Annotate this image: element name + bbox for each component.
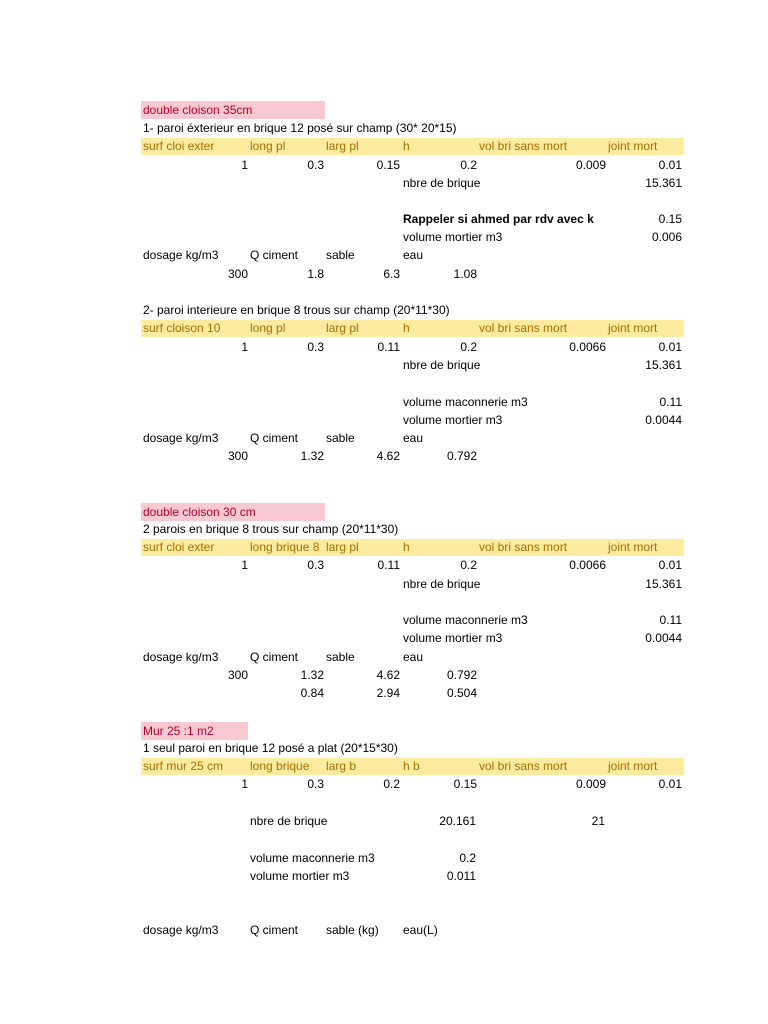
header-cell: surf cloi exter <box>143 540 215 554</box>
value-cell: 0.0066 <box>569 340 606 354</box>
value-cell: 0.009 <box>575 777 606 791</box>
header-cell: larg pl <box>326 321 359 335</box>
vm-value: 0.006 <box>651 230 682 244</box>
header-cell: larg pl <box>326 139 359 153</box>
dosage-header-row <box>141 430 684 447</box>
value-cell: 0.2 <box>460 340 477 354</box>
dosage-value: 1.32 <box>300 449 324 463</box>
vm-label: volume mortier m3 <box>250 869 350 883</box>
section-title: Mur 25 :1 m2 <box>141 722 248 740</box>
dosage-value-row <box>141 266 684 283</box>
nbre-rounded: 21 <box>591 814 605 828</box>
value-cell: 0.2 <box>460 158 477 172</box>
dosage-header: dosage kg/m3 <box>143 650 219 664</box>
value-cell: 0.11 <box>377 558 400 572</box>
dosage-value: 1.8 <box>307 267 324 281</box>
nbre-value: 15.361 <box>645 577 682 591</box>
dosage-value: 300 <box>227 668 248 682</box>
section-desc: 1- paroi éxterieur en brique 12 posé sur champ (30* 20*15) <box>143 121 457 135</box>
header-cell: surf cloi exter <box>143 139 215 153</box>
vmac-label: volume maconnerie m3 <box>250 851 375 865</box>
value-cell: 0.15 <box>376 158 400 172</box>
dosage-value: 0.792 <box>446 449 477 463</box>
header-cell: long brique 8 <box>250 540 320 554</box>
dosage-header-row <box>141 649 684 666</box>
value-cell: 1 <box>241 777 248 791</box>
dosage-header: sable <box>326 650 355 664</box>
nbre-label: nbre de brique <box>403 176 481 190</box>
dosage-header: eau <box>403 431 424 445</box>
dosage-header: eau <box>403 248 424 262</box>
dosage-value-row <box>141 667 684 684</box>
value-row <box>141 339 684 356</box>
header-cell: vol bri sans mort <box>479 759 568 773</box>
header-cell: joint mort <box>608 321 658 335</box>
dosage-header: Q ciment <box>250 248 299 262</box>
header-cell: joint mort <box>608 540 658 554</box>
dosage-value: 6.3 <box>383 267 400 281</box>
vmac-value: 0.11 <box>659 613 682 627</box>
vmac-label: volume maconnerie m3 <box>403 395 528 409</box>
nbre-value: 15.361 <box>645 176 682 190</box>
dosage-value-row <box>141 685 684 702</box>
dosage-header: dosage kg/m3 <box>143 431 219 445</box>
dosage-header: sable (kg) <box>326 923 379 937</box>
nbre-value: 20.161 <box>439 814 476 828</box>
section-desc: 1 seul paroi en brique 12 posé a plat (20*15*30) <box>143 741 398 755</box>
dosage-header: Q ciment <box>250 923 299 937</box>
vmac-value: 0.11 <box>659 395 682 409</box>
vmac-value: 0.2 <box>459 851 476 865</box>
value-cell: 0.3 <box>307 777 324 791</box>
value-cell: 0.01 <box>658 558 682 572</box>
header-cell: surf cloison 10 <box>143 321 221 335</box>
dosage-header: sable <box>326 248 355 262</box>
header-row <box>141 138 684 155</box>
value-cell: 0.2 <box>383 777 400 791</box>
vm-label: volume mortier m3 <box>403 230 503 244</box>
vm-value: 0.011 <box>446 869 476 883</box>
nbre-value: 15.361 <box>645 358 682 372</box>
vm-label: volume mortier m3 <box>403 413 503 427</box>
value-cell: 0.0066 <box>569 558 606 572</box>
header-row <box>141 758 684 775</box>
dosage-value: 1.08 <box>453 267 477 281</box>
dosage-header-row <box>141 922 684 939</box>
value-row <box>141 157 684 174</box>
value-row <box>141 776 684 793</box>
value-cell: 0.3 <box>307 558 324 572</box>
header-cell: long pl <box>250 321 286 335</box>
section-title: double cloison 35cm <box>141 101 325 119</box>
nbre-label: nbre de brique <box>250 814 328 828</box>
dosage-header: dosage kg/m3 <box>143 248 219 262</box>
value-cell: 0.3 <box>307 158 324 172</box>
value-cell: 0.01 <box>658 158 682 172</box>
vm-value: 0.0044 <box>645 631 682 645</box>
header-cell: h <box>403 139 410 153</box>
header-cell: joint mort <box>608 759 658 773</box>
value-cell: 1 <box>241 158 248 172</box>
value-cell: 1 <box>241 340 248 354</box>
header-cell: larg b <box>326 759 357 773</box>
dosage-value: 2.94 <box>376 686 400 700</box>
section-title: double cloison 30 cm <box>141 503 325 521</box>
header-row <box>141 539 684 556</box>
vmac-label: volume maconnerie m3 <box>403 613 528 627</box>
dosage-value: 0.792 <box>446 668 477 682</box>
header-cell: joint mort <box>608 139 658 153</box>
dosage-value: 4.62 <box>376 449 400 463</box>
section-desc: 2- paroi interieure en brique 8 trous sur champ (20*11*30) <box>143 303 450 317</box>
header-cell: surf mur 25 cm <box>143 759 224 773</box>
dosage-header: Q ciment <box>250 650 299 664</box>
nbre-label: nbre de brique <box>403 577 481 591</box>
dosage-header: eau <box>403 650 424 664</box>
header-cell: vol bri sans mort <box>479 540 568 554</box>
header-cell: larg pl <box>326 540 359 554</box>
dosage-header: Q ciment <box>250 431 299 445</box>
header-cell: h <box>403 540 410 554</box>
value-cell: 0.11 <box>377 340 400 354</box>
dosage-value: 4.62 <box>376 668 400 682</box>
header-cell: long pl <box>250 139 286 153</box>
header-cell: h b <box>403 759 420 773</box>
header-cell: long brique <box>250 759 310 773</box>
dosage-value: 300 <box>227 449 248 463</box>
note-label: Rappeler si ahmed par rdv avec k <box>403 212 594 226</box>
value-cell: 0.15 <box>453 777 477 791</box>
value-cell: 0.01 <box>658 777 682 791</box>
header-cell: vol bri sans mort <box>479 321 568 335</box>
dosage-value: 300 <box>227 267 248 281</box>
value-cell: 0.2 <box>460 558 477 572</box>
dosage-value: 0.504 <box>446 686 477 700</box>
nbre-label: nbre de brique <box>403 358 481 372</box>
value-cell: 1 <box>241 558 248 572</box>
dosage-value-row <box>141 448 684 465</box>
dosage-value: 1.32 <box>300 668 324 682</box>
dosage-value: 0.84 <box>300 686 324 700</box>
vm-label: volume mortier m3 <box>403 631 503 645</box>
value-row <box>141 557 684 574</box>
header-cell: vol bri sans mort <box>479 139 568 153</box>
dosage-header: dosage kg/m3 <box>143 923 219 937</box>
note-value: 0.15 <box>658 212 682 226</box>
value-cell: 0.3 <box>307 340 324 354</box>
dosage-header-row <box>141 247 684 264</box>
value-cell: 0.01 <box>658 340 682 354</box>
header-cell: h <box>403 321 410 335</box>
vm-value: 0.0044 <box>645 413 682 427</box>
header-row <box>141 320 684 337</box>
value-cell: 0.009 <box>575 158 606 172</box>
dosage-header: sable <box>326 431 355 445</box>
section-desc: 2 parois en brique 8 trous sur champ (20*11*30) <box>143 522 399 536</box>
dosage-header: eau(L) <box>403 923 438 937</box>
